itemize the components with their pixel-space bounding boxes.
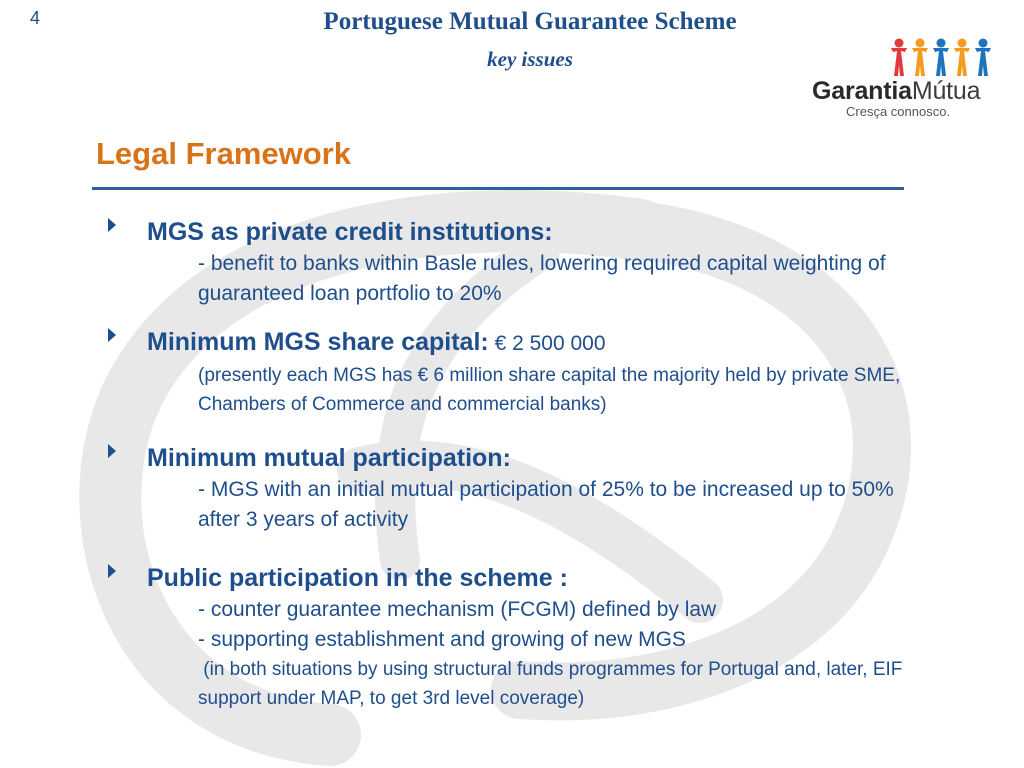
logo-tagline: Cresça connosco. bbox=[846, 104, 951, 119]
bullet-minimum-share-capital bbox=[100, 325, 930, 419]
bullet-detail: (presently each MGS has € 6 million share capital the majority held by private SME, Chambers of Commerce and commercial banks) bbox=[198, 365, 901, 415]
bullet-detail: (in both situations by using structural funds programmes for Portugal and, later, EIF support under MAP, to get 3rd level coverage) bbox=[198, 659, 908, 709]
bullet-arrow-icon bbox=[108, 328, 116, 342]
bullet-private-credit-institutions bbox=[100, 215, 930, 309]
share-capital-value: € 2 500 000 bbox=[488, 332, 606, 355]
bullet-heading bbox=[147, 325, 930, 361]
bullet-list bbox=[100, 215, 930, 713]
page-subtitle: key issues bbox=[487, 47, 573, 71]
garantia-mutua-logo bbox=[812, 38, 1002, 122]
bullet-public-participation bbox=[100, 561, 930, 713]
bullet-arrow-icon bbox=[108, 444, 116, 458]
bullet-heading bbox=[147, 561, 930, 595]
bullet-heading-text: Minimum mutual participation: bbox=[147, 444, 511, 472]
bullet-heading bbox=[147, 215, 930, 249]
figure-5 bbox=[975, 39, 991, 77]
section-title: Legal Framework bbox=[96, 136, 351, 171]
bullet-arrow-icon bbox=[108, 218, 116, 232]
page-title: Portuguese Mutual Guarantee Scheme bbox=[323, 8, 737, 35]
figure-2 bbox=[912, 39, 928, 77]
bullet-heading bbox=[147, 441, 930, 475]
figure-1 bbox=[891, 39, 907, 77]
people-figures-icon bbox=[888, 38, 998, 78]
figure-3 bbox=[933, 39, 949, 77]
bullet-heading-text: Public participation in the scheme : bbox=[147, 564, 568, 592]
logo-brand-name bbox=[812, 77, 980, 106]
figure-4 bbox=[954, 39, 970, 77]
section-divider bbox=[92, 187, 904, 190]
logo-brand-bold: Garantia bbox=[812, 77, 912, 105]
bullet-minimum-mutual-participation bbox=[100, 441, 930, 535]
bullet-detail: - MGS with an initial mutual participation of 25% to be increased up to 50% after 3 years of activity bbox=[198, 478, 894, 531]
bullet-detail: - counter guarantee mechanism (FCGM) defined by law bbox=[198, 598, 717, 621]
bullet-arrow-icon bbox=[108, 564, 116, 578]
logo-brand-regular: Mútua bbox=[911, 77, 981, 105]
bullet-detail: - benefit to banks within Basle rules, lowering required capital weighting of guaranteed loan portfolio to 20% bbox=[198, 252, 886, 305]
bullet-heading-text: Minimum MGS share capital: bbox=[147, 328, 489, 356]
slide-number: 4 bbox=[30, 8, 41, 28]
bullet-heading-text: MGS as private credit institutions: bbox=[147, 218, 553, 246]
bullet-detail: - supporting establishment and growing of new MGS bbox=[198, 628, 686, 651]
